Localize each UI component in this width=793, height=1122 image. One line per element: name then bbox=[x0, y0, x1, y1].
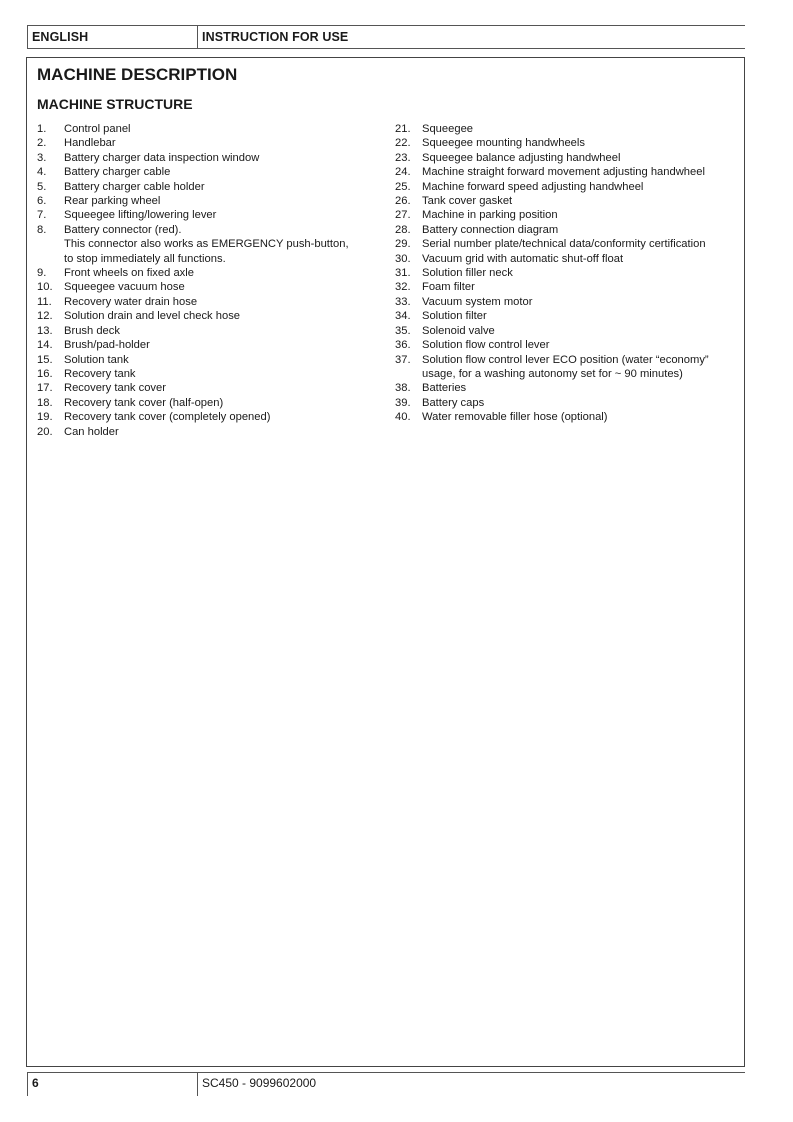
item-number: 17. bbox=[37, 382, 53, 395]
list-item bbox=[37, 180, 382, 194]
list-item bbox=[395, 223, 740, 237]
item-number: 18. bbox=[37, 396, 53, 409]
item-number: 7. bbox=[37, 209, 47, 222]
item-text: Solution tank bbox=[64, 353, 129, 366]
list-item bbox=[395, 194, 740, 208]
list-item bbox=[37, 381, 382, 395]
list-item bbox=[37, 367, 382, 381]
list-item bbox=[37, 194, 382, 208]
item-number: 14. bbox=[37, 339, 53, 352]
list-item bbox=[395, 122, 740, 136]
list-item bbox=[37, 324, 382, 338]
item-number: 23. bbox=[395, 151, 411, 164]
item-text: Solenoid valve bbox=[422, 324, 495, 337]
header-language: ENGLISH bbox=[32, 30, 89, 44]
list-item bbox=[395, 396, 740, 410]
header-top-rule bbox=[27, 25, 745, 26]
item-text: Handlebar bbox=[64, 137, 116, 150]
item-number: 33. bbox=[395, 295, 411, 308]
header-divider bbox=[197, 25, 198, 48]
list-item bbox=[37, 295, 382, 309]
item-number: 30. bbox=[395, 252, 411, 265]
item-text: Solution drain and level check hose bbox=[64, 310, 241, 323]
item-number: 5. bbox=[37, 180, 47, 193]
list-item bbox=[395, 266, 740, 280]
item-text: Vacuum grid with automatic shut-off float bbox=[422, 252, 624, 265]
list-item bbox=[395, 151, 740, 165]
item-number: 3. bbox=[37, 151, 47, 164]
list-item bbox=[37, 280, 382, 294]
item-text: Battery charger cable bbox=[64, 166, 171, 179]
list-item bbox=[37, 165, 382, 179]
item-text: Front wheels on fixed axle bbox=[64, 267, 194, 280]
list-item bbox=[395, 237, 740, 251]
item-text: Solution flow control lever ECO position (water “economy” usage, for a washing autonomy set for ~ 90 minutes) bbox=[422, 353, 709, 380]
list-item bbox=[395, 208, 740, 222]
list-item bbox=[37, 338, 382, 352]
item-text: Recovery tank cover (half-open) bbox=[64, 396, 224, 409]
list-item bbox=[395, 180, 740, 194]
item-number: 16. bbox=[37, 367, 53, 380]
item-number: 20. bbox=[37, 425, 53, 438]
item-number: 34. bbox=[395, 310, 411, 323]
list-item bbox=[37, 309, 382, 323]
list-item bbox=[395, 324, 740, 338]
item-number: 40. bbox=[395, 411, 411, 424]
item-text: Recovery tank cover bbox=[64, 382, 166, 395]
item-text: Brush/pad-holder bbox=[64, 339, 150, 352]
item-text: Recovery tank bbox=[64, 367, 136, 380]
item-text: Tank cover gasket bbox=[422, 195, 513, 208]
model-code: SC450 - 9099602000 bbox=[202, 1076, 317, 1090]
list-item bbox=[395, 410, 740, 424]
item-number: 38. bbox=[395, 382, 411, 395]
parts-list-left bbox=[37, 122, 382, 439]
item-number: 39. bbox=[395, 396, 411, 409]
item-number: 8. bbox=[37, 223, 47, 236]
item-text: Rear parking wheel bbox=[64, 195, 161, 208]
item-text: Squeegee mounting handwheels bbox=[422, 137, 585, 150]
item-number: 22. bbox=[395, 137, 411, 150]
page-number: 6 bbox=[32, 1076, 39, 1090]
item-number: 6. bbox=[37, 195, 47, 208]
header-bottom-rule bbox=[27, 48, 745, 49]
item-number: 4. bbox=[37, 166, 47, 179]
item-number: 1. bbox=[37, 123, 47, 135]
item-text: Can holder bbox=[64, 425, 119, 438]
item-number: 37. bbox=[395, 353, 411, 366]
item-number: 11. bbox=[37, 295, 52, 308]
list-item bbox=[395, 165, 740, 179]
item-text: Recovery water drain hose bbox=[64, 295, 198, 308]
item-text: Solution filter bbox=[422, 310, 487, 323]
item-number: 28. bbox=[395, 223, 411, 236]
item-number: 26. bbox=[395, 195, 411, 208]
item-number: 21. bbox=[395, 123, 411, 135]
item-text: Machine straight forward movement adjusting handwheel bbox=[422, 166, 705, 179]
item-text: Water removable filler hose (optional) bbox=[422, 411, 608, 424]
item-number: 19. bbox=[37, 411, 53, 424]
list-item bbox=[395, 280, 740, 294]
item-number: 15. bbox=[37, 353, 53, 366]
footer-top-rule bbox=[27, 1072, 745, 1073]
list-item bbox=[37, 151, 382, 165]
item-text: Squeegee vacuum hose bbox=[64, 281, 185, 294]
item-text: Battery connection diagram bbox=[422, 223, 559, 236]
item-text: Solution filler neck bbox=[422, 267, 513, 280]
item-text: Battery caps bbox=[422, 396, 485, 409]
item-text: Squeegee balance adjusting handwheel bbox=[422, 151, 621, 164]
item-text: Batteries bbox=[422, 382, 467, 395]
item-number: 25. bbox=[395, 180, 411, 193]
item-number: 24. bbox=[395, 166, 411, 179]
list-item bbox=[395, 295, 740, 309]
list-item bbox=[37, 223, 382, 266]
footer-left-edge bbox=[27, 1072, 28, 1096]
item-text: Battery charger data inspection window bbox=[64, 151, 260, 164]
list-item bbox=[37, 208, 382, 222]
header-section: INSTRUCTION FOR USE bbox=[202, 30, 349, 44]
item-number: 32. bbox=[395, 281, 411, 294]
item-text: Brush deck bbox=[64, 324, 120, 337]
item-number: 12. bbox=[37, 310, 53, 323]
item-number: 35. bbox=[395, 324, 411, 337]
list-item bbox=[37, 353, 382, 367]
list-item bbox=[395, 309, 740, 323]
item-text: Machine in parking position bbox=[422, 209, 558, 222]
item-text: Control panel bbox=[64, 123, 131, 135]
header-left-edge bbox=[27, 25, 28, 48]
item-number: 31. bbox=[395, 267, 411, 280]
item-number: 36. bbox=[395, 339, 411, 352]
item-text: Solution flow control lever bbox=[422, 339, 550, 352]
list-item bbox=[395, 353, 740, 382]
list-item bbox=[37, 136, 382, 150]
list-item bbox=[37, 396, 382, 410]
item-text: Battery charger cable holder bbox=[64, 180, 205, 193]
footer-divider bbox=[197, 1072, 198, 1096]
list-item bbox=[37, 266, 382, 280]
page-title: MACHINE DESCRIPTION bbox=[37, 65, 238, 84]
item-number: 29. bbox=[395, 238, 411, 251]
item-text: Battery connector (red). This connector also works as EMERGENCY push-button, to stop immediately all functions. bbox=[64, 223, 349, 265]
item-text: Machine forward speed adjusting handwheel bbox=[422, 180, 644, 193]
item-number: 10. bbox=[37, 281, 53, 294]
section-subtitle: MACHINE STRUCTURE bbox=[37, 96, 193, 112]
item-text: Squeegee lifting/lowering lever bbox=[64, 209, 217, 222]
item-text: Serial number plate/technical data/conformity certification bbox=[422, 238, 706, 251]
item-text: Recovery tank cover (completely opened) bbox=[64, 411, 271, 424]
list-item bbox=[395, 381, 740, 395]
list-item bbox=[395, 338, 740, 352]
item-number: 9. bbox=[37, 267, 47, 280]
list-item bbox=[37, 425, 382, 439]
item-text: Squeegee bbox=[422, 123, 474, 135]
item-text: Vacuum system motor bbox=[422, 295, 533, 308]
list-item bbox=[395, 136, 740, 150]
item-number: 2. bbox=[37, 137, 47, 150]
parts-list-right bbox=[395, 122, 740, 425]
list-item bbox=[395, 252, 740, 266]
list-item bbox=[37, 410, 382, 424]
item-number: 27. bbox=[395, 209, 411, 222]
item-number: 13. bbox=[37, 324, 53, 337]
item-text: Foam filter bbox=[422, 281, 475, 294]
list-item bbox=[37, 122, 382, 136]
